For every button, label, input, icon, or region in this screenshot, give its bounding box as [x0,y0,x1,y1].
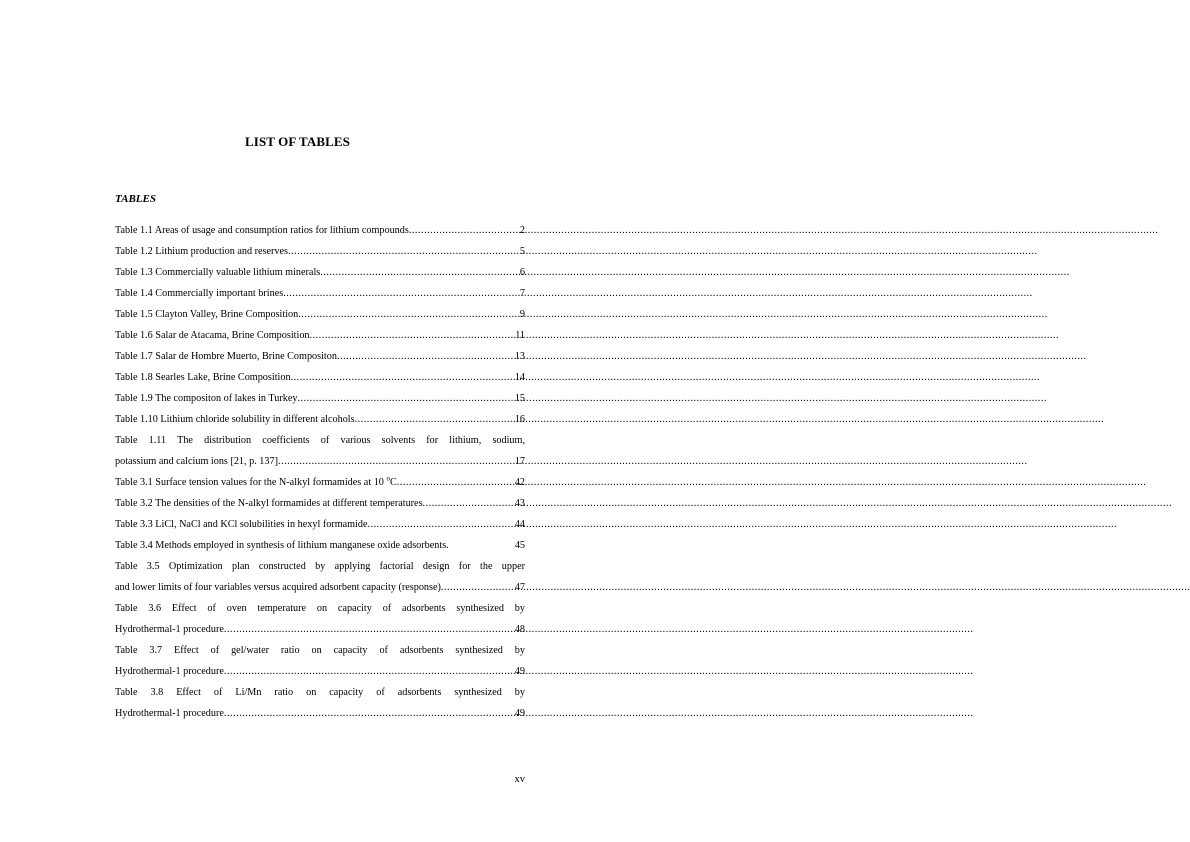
toc-entry-page: 42 [514,477,525,488]
toc-entry-page: 11 [515,330,525,341]
leader-dots [224,703,514,724]
toc-entry-1-9[interactable] [115,388,525,409]
toc-entry-page: 49 [514,666,525,677]
toc-entry-1-10[interactable] [115,409,525,430]
toc-entry-label: Table 1.7 Salar de Hombre Muerto, Brine Compositon [115,351,337,362]
leader-dots [397,472,514,493]
toc-entry-page: 17 [514,456,525,467]
table-list [115,220,525,724]
page-number: xv [514,774,525,785]
leader-dots [283,283,519,304]
toc-entry-1-2[interactable] [115,241,525,262]
toc-entry-page: 43 [514,498,525,509]
toc-entry-page: 47 [514,582,525,593]
toc-entry-3-1[interactable] [115,472,525,493]
toc-entry-1-8[interactable] [115,367,525,388]
toc-entry-page: 16 [514,414,525,425]
toc-entry-page: 49 [514,708,525,719]
leader-dots [310,325,515,346]
toc-entry-label-line1: Table 1.11 The distribution coefficients of various solvents for lithium, sodium, [115,435,525,446]
toc-entry-label: Table 1.3 Commercially valuable lithium minerals [115,267,321,278]
toc-entry-label: Table 3.4 Methods employed in synthesis of lithium manganese oxide adsorbents. [115,540,449,551]
toc-entry-page: 44 [514,519,525,530]
toc-entry-label: Table 1.9 The compositon of lakes in Turkey [115,393,298,404]
toc-entry-label-line2: Hydrothermal-1 procedure [115,708,224,719]
toc-entry-label-line2: Hydrothermal-1 procedure [115,666,224,677]
toc-entry-page: 13 [514,351,525,362]
leader-dots [278,451,514,472]
toc-entry-page: 15 [514,393,525,404]
leader-dots [423,493,514,514]
toc-entry-label: Table 1.2 Lithium production and reserves [115,246,288,257]
toc-entry-label: Table 3.1 Surface tension values for the N-alkyl formamides at 10 $^o$C [115,474,397,488]
toc-entry-1-1[interactable] [115,220,525,241]
toc-entry-label-line1: Table 3.6 Effect of oven temperature on capacity of adsorbents synthesized by [115,603,525,614]
leader-dots [224,619,514,640]
toc-entry-page: 7 [519,288,525,299]
toc-entry-label: Table 1.1 Areas of usage and consumption ratios for lithium compounds [115,225,409,236]
toc-entry-page: 5 [519,246,525,257]
leader-dots [409,220,519,241]
toc-entry-label: Table 3.3 LiCl, NaCl and KCl solubilities in hexyl formamide [115,519,368,530]
toc-entry-page: 45 [514,540,525,551]
toc-entry-1-11[interactable] [115,430,525,472]
toc-entry-label: Table 1.5 Clayton Valley, Brine Composition [115,309,299,320]
leader-dots [368,514,514,535]
toc-entry-3-5[interactable] [115,556,525,598]
toc-entry-1-4[interactable] [115,283,525,304]
toc-entry-label: Table 1.10 Lithium chloride solubility in different alcohols [115,414,355,425]
toc-entry-label: Table 1.6 Salar de Atacama, Brine Composition [115,330,310,341]
leader-dots [355,409,514,430]
toc-entry-3-3[interactable] [115,514,525,535]
leader-dots [441,577,514,598]
toc-entry-label-line1: Table 3.7 Effect of gel/water ratio on capacity of adsorbents synthesized by [115,645,525,656]
page-title: LIST OF TABLES [245,134,350,149]
toc-entry-label-line2: and lower limits of four variables versus acquired adsorbent capacity (response) [115,582,441,593]
toc-entry-page: 48 [514,624,525,635]
toc-entry-3-6[interactable] [115,598,525,640]
toc-entry-label-line2: Hydrothermal-1 procedure [115,624,224,635]
toc-entry-3-8[interactable] [115,682,525,724]
toc-entry-3-4[interactable] [115,535,525,556]
leader-dots [224,661,514,682]
leader-dots [297,388,513,409]
toc-entry-page: 6 [519,267,525,278]
leader-dots [288,241,519,262]
toc-entry-label-line1: Table 3.8 Effect of Li/Mn ratio on capacity of adsorbents synthesized by [115,687,525,698]
toc-entry-page: 2 [519,225,525,236]
leader-dots [337,346,514,367]
toc-entry-label-line2: potassium and calcium ions [21, p. 137] [115,456,278,467]
toc-entry-page: 14 [514,372,525,383]
section-heading: TABLES [115,193,156,205]
toc-entry-label-line1: Table 3.5 Optimization plan constructed by applying factorial design for the upper [115,561,525,572]
leader-dots [320,262,519,283]
toc-entry-1-6[interactable] [115,325,525,346]
leader-dots [298,304,519,325]
toc-entry-3-2[interactable] [115,493,525,514]
toc-entry-3-7[interactable] [115,640,525,682]
toc-entry-page: 9 [519,309,525,320]
toc-entry-1-5[interactable] [115,304,525,325]
toc-entry-label: Table 1.4 Commercially important brines [115,288,284,299]
toc-entry-1-3[interactable] [115,262,525,283]
toc-entry-label: Table 1.8 Searles Lake, Brine Composition [115,372,291,383]
leader-dots [291,367,514,388]
toc-entry-label: Table 3.2 The densities of the N-alkyl formamides at different temperatures [115,498,423,509]
toc-entry-1-7[interactable] [115,346,525,367]
